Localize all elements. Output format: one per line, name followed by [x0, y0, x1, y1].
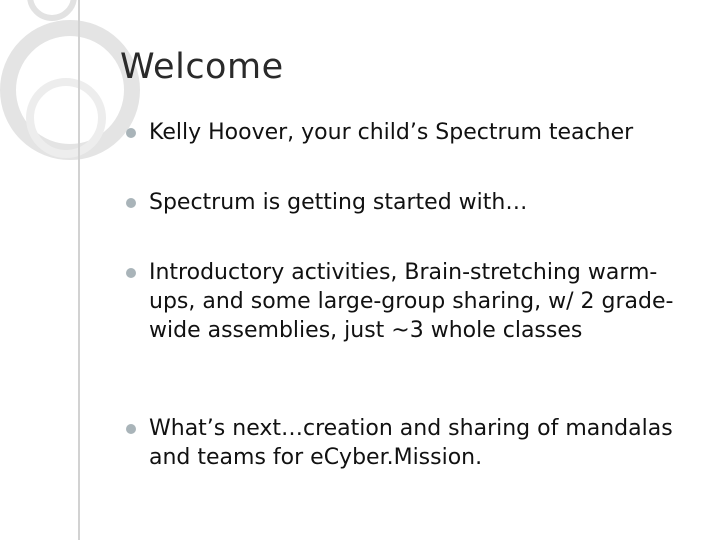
bullet-text: Introductory activities, Brain-stretching warm-ups, and some large-group sharing, w/ 2 grade-wide assemblies, just ~3 whole classes [149, 260, 674, 343]
decorative-ring-small [30, 82, 102, 154]
bullet-text: Spectrum is getting started with… [149, 190, 528, 215]
bullet-text: Kelly Hoover, your child’s Spectrum teacher [149, 120, 634, 145]
bullet-dot [126, 424, 136, 434]
decorative-ring-large [8, 28, 132, 152]
slide-title: Welcome [120, 47, 284, 87]
decorative-ring-top [30, 0, 74, 18]
decorative-circles [0, 0, 200, 220]
bullet-dot [126, 268, 136, 278]
accent-vertical-line [78, 0, 80, 540]
bullet-text: What’s next…creation and sharing of mandalas and teams for eCyber.Mission. [149, 416, 673, 470]
bullet-dot [126, 128, 136, 138]
bullet-dot [126, 198, 136, 208]
